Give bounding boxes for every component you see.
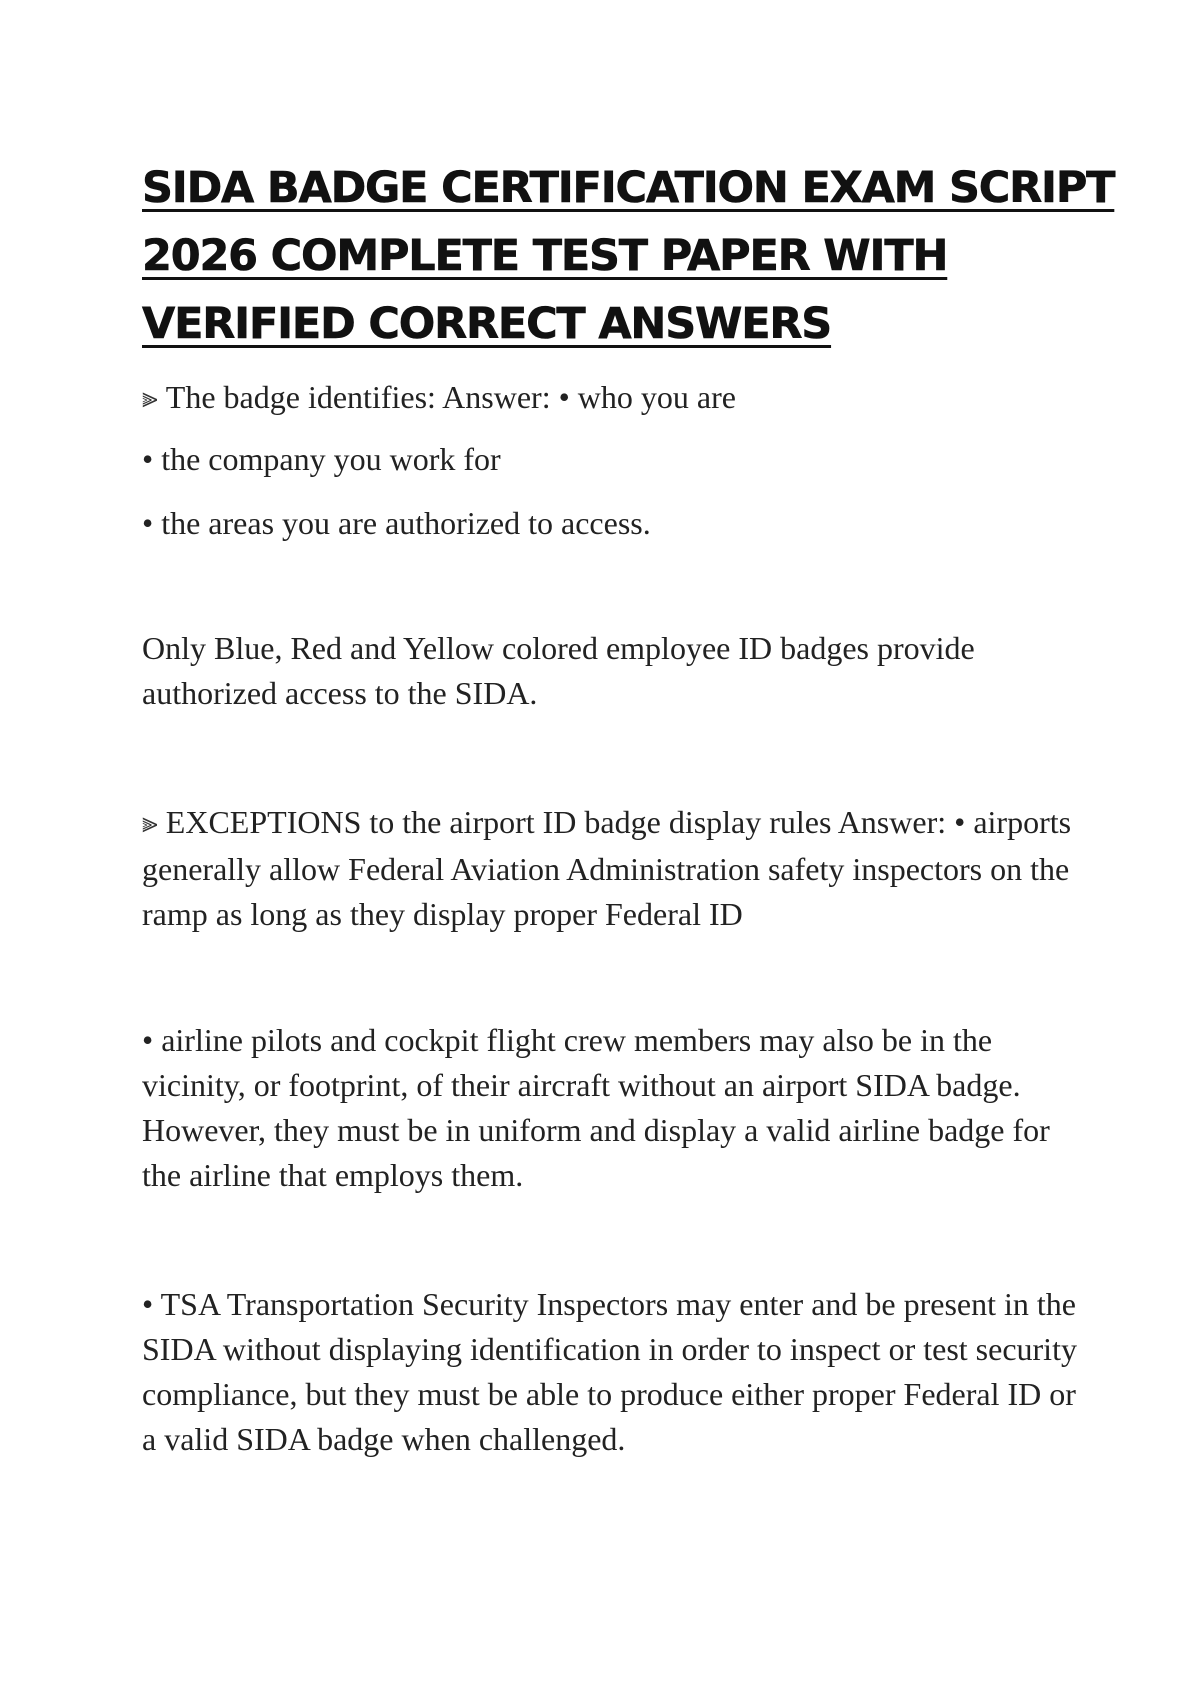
question-exceptions	[142, 800, 1082, 937]
paragraph-tsa-inspectors: • TSA Transportation Security Inspectors may enter and be present in the SIDA without displaying identification in order to inspect or test security compliance, but they must be able to produce either proper Federal ID or a valid SIDA badge when challenged.	[142, 1286, 1077, 1457]
question-line	[142, 375, 1082, 437]
answer-bullet-areas: • the areas you are authorized to access.	[142, 505, 651, 541]
arrow-bullet-icon: ⫸	[142, 808, 158, 839]
title-line-2: 2026 COMPLETE TEST PAPER WITH	[142, 231, 948, 281]
arrow-bullet-icon: ⫸	[142, 383, 158, 414]
title-line-1: SIDA BADGE CERTIFICATION EXAM SCRIPT	[142, 163, 1115, 213]
question-text: The badge identifies: Answer: • who you are	[165, 379, 736, 415]
paragraph-badge-colors: Only Blue, Red and Yellow colored employee ID badges provide authorized access to the SIDA.	[142, 630, 975, 711]
paragraph-airline-pilots: • airline pilots and cockpit flight crew members may also be in the vicinity, or footprint, of their aircraft without an airport SIDA badge. However, they must be in uniform and display a valid airline badge for the airline that employs them.	[142, 1022, 1050, 1193]
document-title	[142, 154, 1115, 358]
answer-bullet-company: • the company you work for	[142, 441, 501, 477]
question-text: EXCEPTIONS to the airport ID badge display rules Answer: • airports generally allow Federal Aviation Administration safety inspectors on the ramp as long as they display proper Federal ID	[142, 804, 1072, 932]
title-line-3: VERIFIED CORRECT ANSWERS	[142, 299, 832, 349]
question-badge-identifies	[142, 375, 1082, 546]
